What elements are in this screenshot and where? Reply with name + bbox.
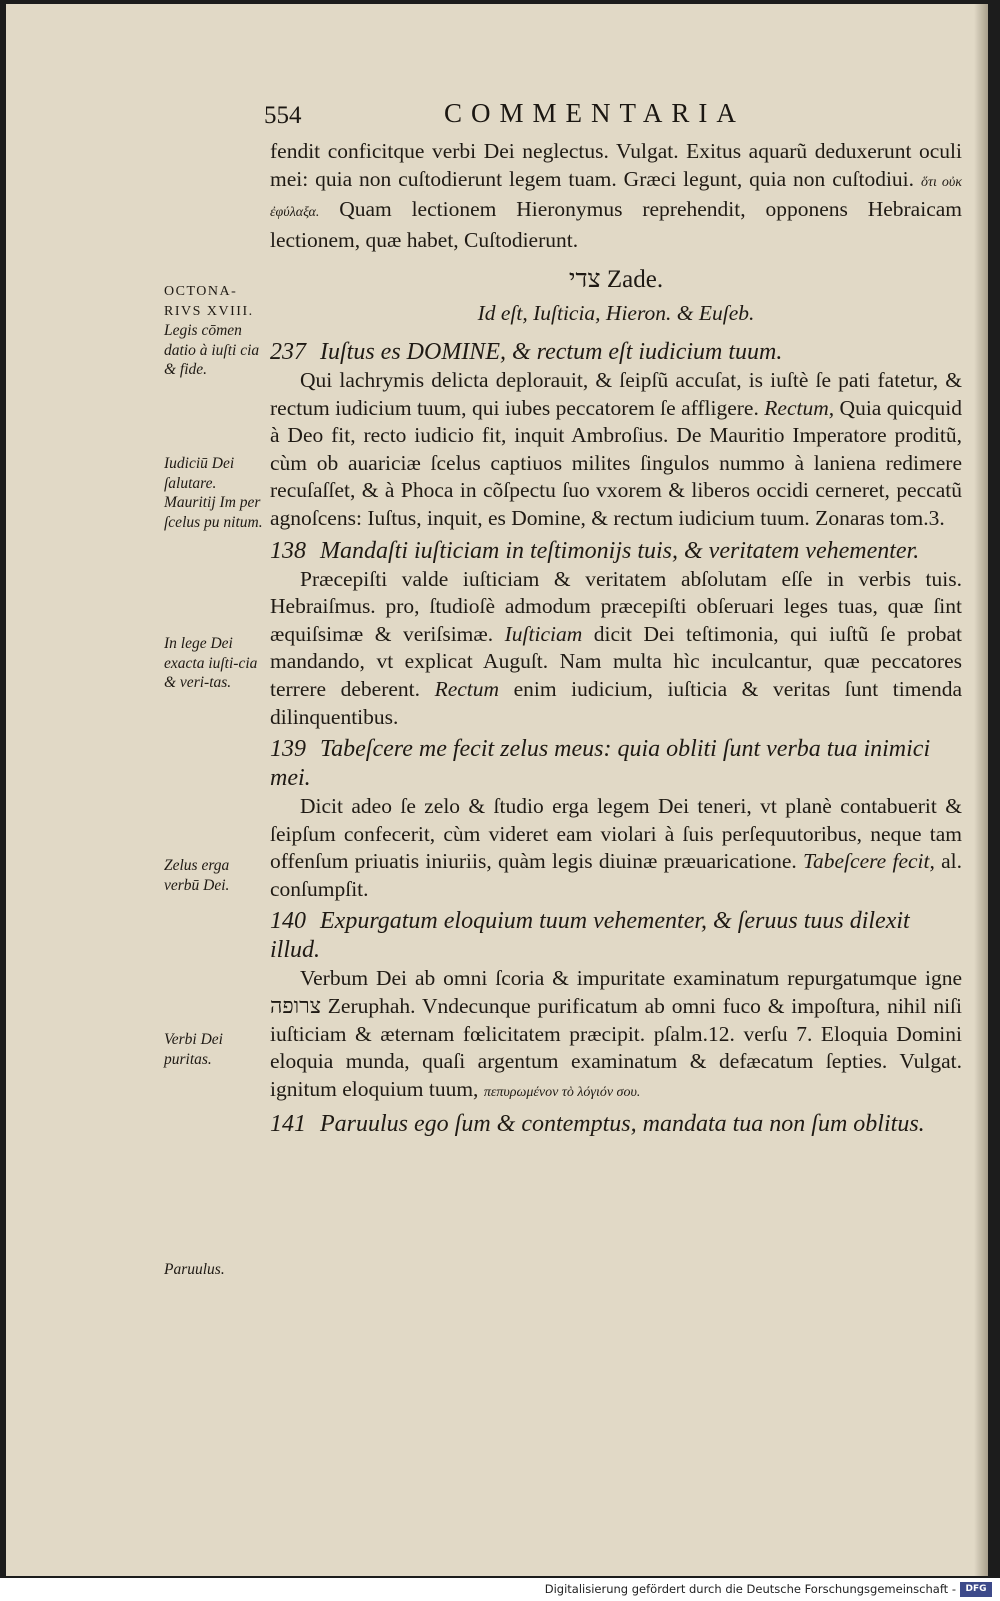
greek-quote: ὅτι οὐκ ἐφύλαξα.	[270, 174, 963, 221]
greek-quote: πεπυρωμένον τὸ λόγιόν σου.	[483, 1084, 641, 1100]
hebrew-letter: צדי	[568, 266, 601, 294]
verse-237: 237 Iuſtus es DOMINE, & rectum eſt iudicium tuum.	[270, 338, 783, 365]
page-number: 554	[264, 102, 302, 129]
dfg-logo-icon: DFG	[960, 1582, 992, 1597]
verse-number: 141	[270, 1111, 306, 1138]
verse-138: 138 Mandaſti iuſticiam in teſtimonijs tuis, & veritatem vehementer.	[270, 537, 920, 564]
scanned-page	[6, 4, 988, 1576]
commentary-139: Dicit adeo ſe zelo & ſtudio erga legem Dei teneri, vt planè contabuerit & ſeipſum confecerit, cùm videret eam violari à ſuis perſequutoribus, neque tam offenſum priuatis iniuriis, quàm legis diuinæ præuaricatione. Tabeſcere fecit, al. conſumpſit.	[270, 794, 963, 901]
verse-141: 141 Paruulus ego ſum & contemptus, mandata tua non ſum oblitus.	[270, 1111, 925, 1138]
paragraph-opening: fendit conficitque verbi Dei neglectus. Vulgat. Exitus aquarũ deduxerunt oculi mei: quia non cuſtodierunt legem tuam. Græci legunt, quia non cuſtodiui. ὅτι οὐκ ἐφύλαξα. Quam lectionem Hieronymus reprehendit, opponens Hebraicam lectionem, quæ habet, Cuſtodierunt.	[270, 139, 963, 252]
page-edge-shadow	[974, 4, 988, 1576]
margin-note-verbi: Verbi Dei puritas.	[164, 1031, 223, 1068]
section-heading: צדי Zade.	[568, 266, 664, 294]
verse-140: 140 Expurgatum eloquium tuum vehementer, & ſeruus tuus dilexit illud.	[270, 908, 910, 964]
digitization-footer	[0, 1578, 1000, 1601]
margin-note-lege: In lege Dei exacta iuſti-cia & veri-tas.	[164, 635, 258, 691]
funding-credit: Digitalisierung gefördert durch die Deutsche Forschungsgemeinschaft -	[544, 1582, 956, 1596]
page-header	[264, 96, 964, 136]
verse-number: 140	[270, 908, 306, 935]
commentary-237: Qui lachrymis delicta deplorauit, & ſeipſũ accuſat, is iuſtè ſe pati fatetur, & rectum iudicium tuum, qui iubes peccatorem ſe affligere. Rectum, Quia quicquid à Deo fit, recto iudicio fit, inquit Ambroſius. De Mauritio Imperatore proditũ, cùm ob auariciæ ſcelus captiuos milites ſingulos nummo à laniena redimere recuſaſſet, & à Phoca in cõſpectu ſuo vxorem & liberos occidi cerneret, peccatũ agnoſcens: Iuſtus, inquit, es Domine, & rectum iudicium tuum. Zonaras tom.3.	[270, 367, 962, 530]
margin-note-text: Legis cōmen datio à iuſti cia & fide.	[164, 322, 260, 378]
verse-number: 237	[270, 338, 306, 365]
main-text	[270, 138, 962, 1139]
verse-number: 138	[270, 537, 306, 564]
margin-note-octonarius	[164, 282, 268, 380]
verse-number: 139	[270, 736, 306, 763]
section-subheading: Id eſt, Iuſticia, Hieron. & Euſeb.	[477, 301, 755, 326]
margin-note-caps: OCTONA-RIVS XVIII.	[164, 284, 254, 319]
running-title: COMMENTARIA	[444, 98, 745, 128]
margin-note-zelus: Zelus erga verbū Dei.	[164, 857, 230, 894]
commentary-140: Verbum Dei ab omni ſcoria & impuritate examinatum repurgatumque igne צרופה Zeruphah. Vndecunque purificatum ab omni fuco & impoſtura, nihil niſi iuſticiam & æternam fœlicitatem præcipit. pſalm.12. verſu 7. Eloquia Domini eloquia munda, quaſi argentum examinatum & defæcatum ſepties. Vulgat. ignitum eloquium tuum, πεπυρωμένον τὸ λόγιόν σου.	[270, 966, 963, 1101]
margin-note-paruulus: Paruulus.	[164, 1261, 225, 1278]
verse-139: 139 Tabeſcere me fecit zelus meus: quia obliti ſunt verba tua inimici mei.	[270, 736, 931, 792]
commentary-138: Præcepiſti valde iuſticiam & veritatem abſolutam eſſe in verbis tuis. Hebraiſmus. pro, ſtudioſè admodum præcepiſti obſeruari leges tuas, quæ ſint æquiſsimæ & veriſsimæ. Iuſticiam dicit Dei teſtimonia, qui iuſtũ ſe probat mandando, vt explicat Auguſt. Nam multa hìc inculcantur, quæ peccatores terrere deberent. Rectum enim iudicium, iuſticia & veritas ſunt timenda dilinquentibus.	[270, 566, 963, 729]
margin-note-iudicium: Iudiciū Dei ſalutare. Mauritij Im per ſcelus pu nitum.	[164, 455, 263, 531]
hebrew-word: צרופה	[270, 994, 321, 1019]
